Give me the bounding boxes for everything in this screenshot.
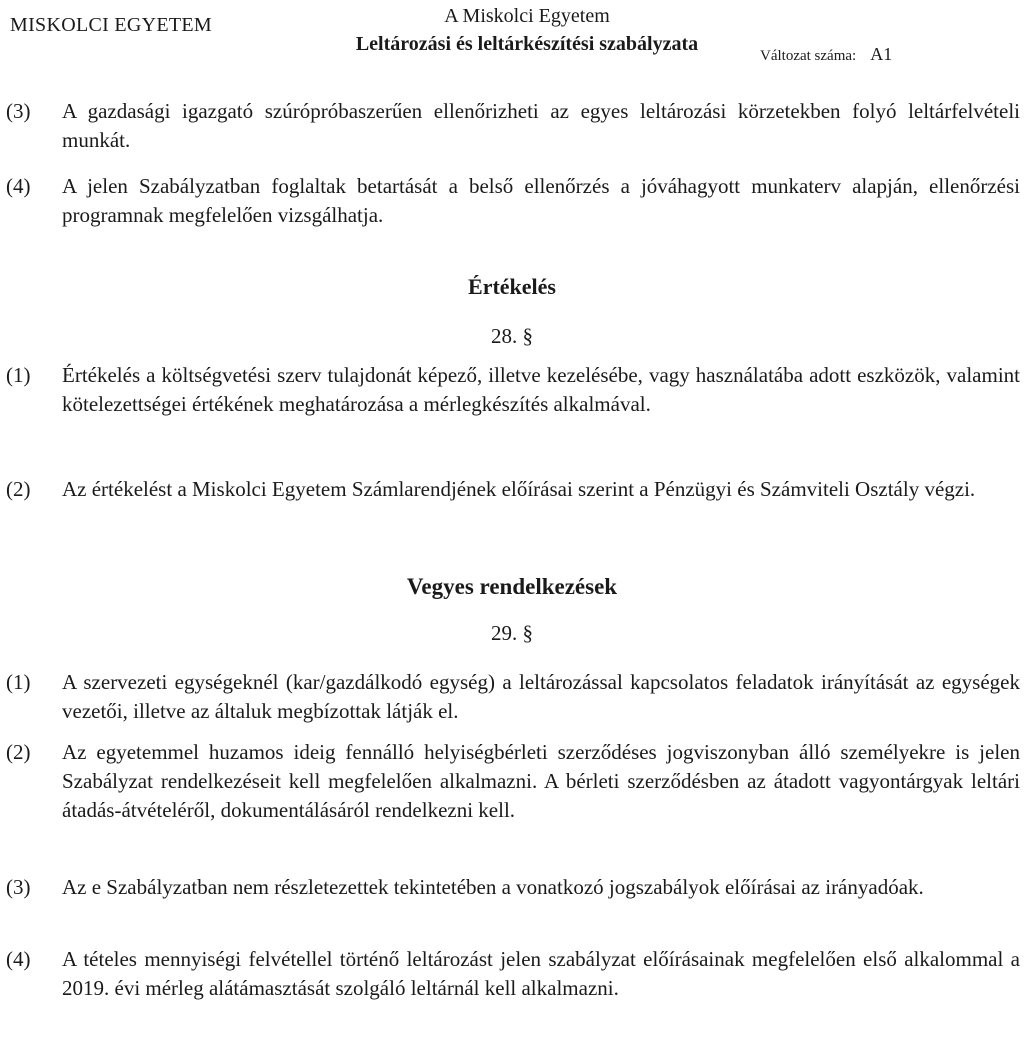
paragraph-number: (4) <box>6 947 31 971</box>
header-title-line1: A Miskolci Egyetem <box>444 5 610 27</box>
section-heading: Értékelés <box>468 274 556 299</box>
paragraph-text: Az értékelést a Miskolci Egyetem Számlarendjének előírásai szerint a Pénzügyi és Számviteli Osztály végzi. <box>62 477 976 501</box>
section-number: 29. § <box>491 621 533 645</box>
paragraph-number: (2) <box>6 740 31 764</box>
header-institution: MISKOLCI EGYETEM <box>10 14 213 36</box>
paragraph-number: (2) <box>6 477 31 501</box>
version-value: A1 <box>870 44 893 64</box>
header-title <box>312 2 742 58</box>
paragraph-number: (1) <box>6 363 31 387</box>
paragraph-number: (4) <box>6 174 31 198</box>
paragraph-number: (3) <box>6 99 31 123</box>
paragraph-text: A gazdasági igazgató szúrópróbaszerűen ellenőrizheti az egyes leltározási körzetekben folyó leltárfelvételi munkát. <box>62 99 1020 152</box>
paragraph-text: Az egyetemmel huzamos ideig fennálló helyiségbérleti szerződéses jogviszonyban álló személyekre is jelen Szabályzat rendelkezéseit kell megfelelően alkalmazni. A bérleti szerződésben az átadott vagyontárgyak leltári átadás-átvételéről, dokumentálásáról rendelkezni kell. <box>62 740 1020 822</box>
version-label: Változat száma: <box>760 48 857 64</box>
section-heading: Vegyes rendelkezések <box>406 574 618 599</box>
paragraph-text: Az e Szabályzatban nem részletezettek tekintetében a vonatkozó jogszabályok előírásai az irányadóak. <box>62 875 924 899</box>
paragraph-text: A szervezeti egységeknél (kar/gazdálkodó egység) a leltározással kapcsolatos feladatok irányítását az egységek vezetői, illetve az általuk megbízottak látják el. <box>62 670 1020 723</box>
section-number: 28. § <box>491 324 533 348</box>
header-version <box>760 44 892 65</box>
paragraph-number: (3) <box>6 875 31 899</box>
paragraph-text: Értékelés a költségvetési szerv tulajdonát képező, illetve kezelésébe, vagy használatába adott eszközök, valamint kötelezettségei értékének meghatározása a mérlegkészítés alkalmával. <box>62 363 1020 416</box>
paragraph-text: A jelen Szabályzatban foglaltak betartását a belső ellenőrzés a jóváhagyott munkaterv alapján, ellenőrzési programnak megfelelően vizsgálhatja. <box>62 174 1020 227</box>
header-title-line2: Leltározási és leltárkészítési szabályzata <box>355 33 699 55</box>
paragraph-number: (1) <box>6 670 31 694</box>
paragraph-text: A tételes mennyiségi felvétellel történő leltározást jelen szabályzat előírásainak megfelelően első alkalommal a 2019. évi mérleg alátámasztását szolgáló leltárnál kell alkalmazni. <box>62 947 1020 1000</box>
